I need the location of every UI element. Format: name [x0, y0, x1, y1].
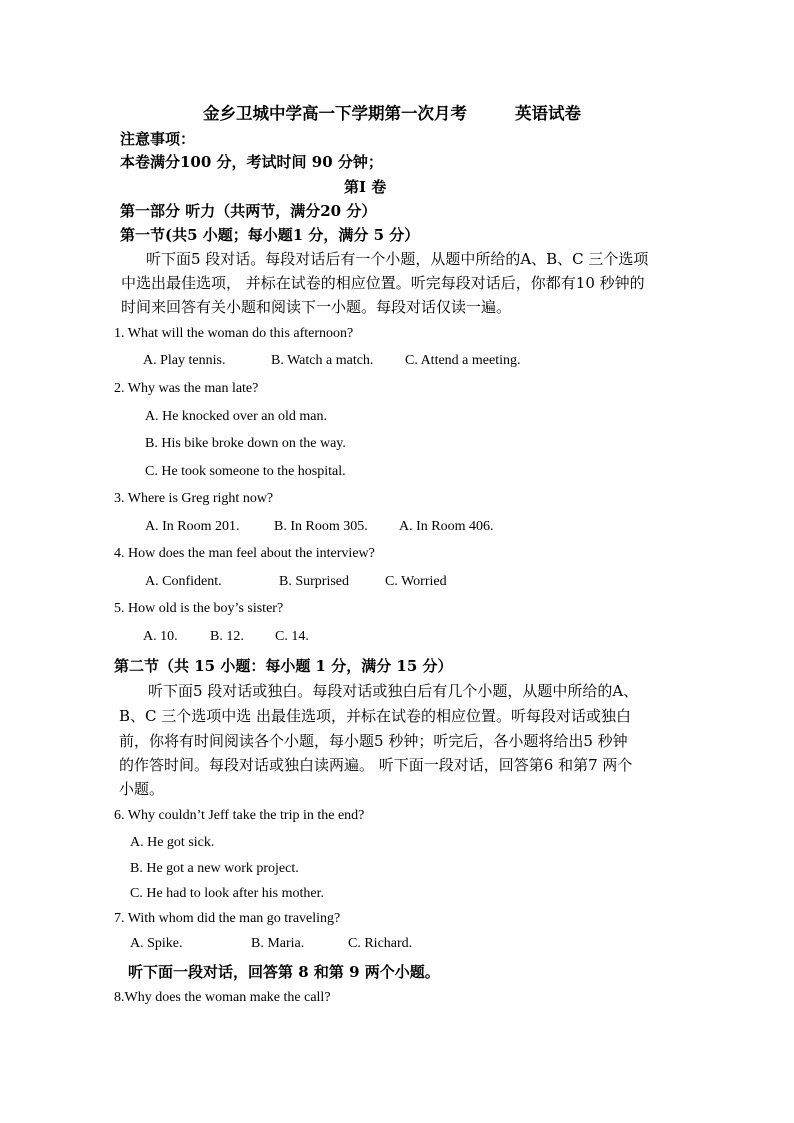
answer-option: A. In Room 406. — [399, 519, 494, 534]
section1-instruction-line: 时间来回答有关小题和阅读下一小题。每段对话仅读一遍。 — [121, 298, 512, 316]
answer-option: B. 12. — [210, 629, 244, 644]
section2-heading: 第二节（共 15 小题：每小题 1 分，满分 15 分） — [114, 657, 453, 675]
section1-instruction-line: 听下面5 段对话。每段对话后有一个小题，从题中所给的A、B、C 三个选项 — [146, 250, 649, 268]
section2-instruction-line: 前，你将有时间阅读各个小题，每小题5 秒钟；听完后，各小题将给出5 秒钟 — [119, 732, 628, 750]
answer-option: C. Attend a meeting. — [405, 353, 521, 368]
answer-option: B. He got a new work project. — [130, 861, 299, 876]
answer-option: C. He had to look after his mother. — [130, 886, 325, 901]
question-stem: 3. Where is Greg right now? — [114, 491, 274, 506]
answer-option: A. Spike. — [130, 936, 183, 951]
exam-title: 金乡卫城中学高一下学期第一次月考 — [203, 104, 467, 123]
group-instruction: 听下面一段对话，回答第 8 和第 9 两个小题。 — [128, 963, 440, 981]
answer-option: C. He took someone to the hospital. — [145, 464, 346, 479]
section2-instruction-line: 小题。 — [119, 780, 165, 798]
answer-option: C. Worried — [385, 574, 447, 589]
answer-option: B. Surprised — [279, 574, 349, 589]
answer-option: C. Richard. — [348, 936, 413, 951]
section2-instruction-line: 的作答时间。每段对话或独白读两遍。 听下面一段对话，回答第6 和第7 两个 — [119, 756, 633, 774]
section2-instruction-line: B、C 三个选项中选 出最佳选项，并标在试卷的相应位置。听每段对话或独白 — [119, 707, 632, 725]
notice-text: 本卷满分100 分，考试时间 90 分钟； — [120, 153, 383, 171]
question-stem: 6. Why couldn’t Jeff take the trip in the end? — [114, 808, 365, 823]
answer-option: B. In Room 305. — [274, 519, 368, 534]
volume-label: 第I 卷 — [344, 178, 387, 196]
answer-option: A. He knocked over an old man. — [145, 409, 327, 424]
section1-heading: 第一节(共5 小题；每小题1 分，满分 5 分） — [120, 226, 420, 244]
question-stem: 5. How old is the boy’s sister? — [114, 601, 284, 616]
question-stem: 7. With whom did the man go traveling? — [114, 911, 341, 926]
section1-instruction-line: 中选出最佳选项， 并标在试卷的相应位置。听完每段对话后，你都有10 秒钟的 — [121, 274, 645, 292]
question-stem: 1. What will the woman do this afternoon? — [114, 326, 354, 341]
answer-option: A. 10. — [143, 629, 178, 644]
answer-option: B. Maria. — [251, 936, 305, 951]
section2-instruction-line: 听下面5 段对话或独白。每段对话或独白后有几个小题，从题中所给的A、 — [148, 682, 639, 700]
question-stem: 4. How does the man feel about the interview? — [114, 546, 375, 561]
answer-option: B. Watch a match. — [271, 353, 374, 368]
answer-option: C. 14. — [275, 629, 309, 644]
exam-subject: 英语试卷 — [515, 104, 581, 123]
answer-option: A. He got sick. — [130, 835, 215, 850]
answer-option: A. In Room 201. — [145, 519, 240, 534]
question-stem: 2. Why was the man late? — [114, 381, 259, 396]
answer-option: A. Confident. — [145, 574, 222, 589]
answer-option: A. Play tennis. — [143, 353, 226, 368]
answer-option: B. His bike broke down on the way. — [145, 436, 346, 451]
part1-heading: 第一部分 听力（共两节，满分20 分） — [120, 202, 377, 220]
question-stem: 8.Why does the woman make the call? — [114, 990, 331, 1005]
notice-heading: 注意事项： — [120, 130, 196, 148]
